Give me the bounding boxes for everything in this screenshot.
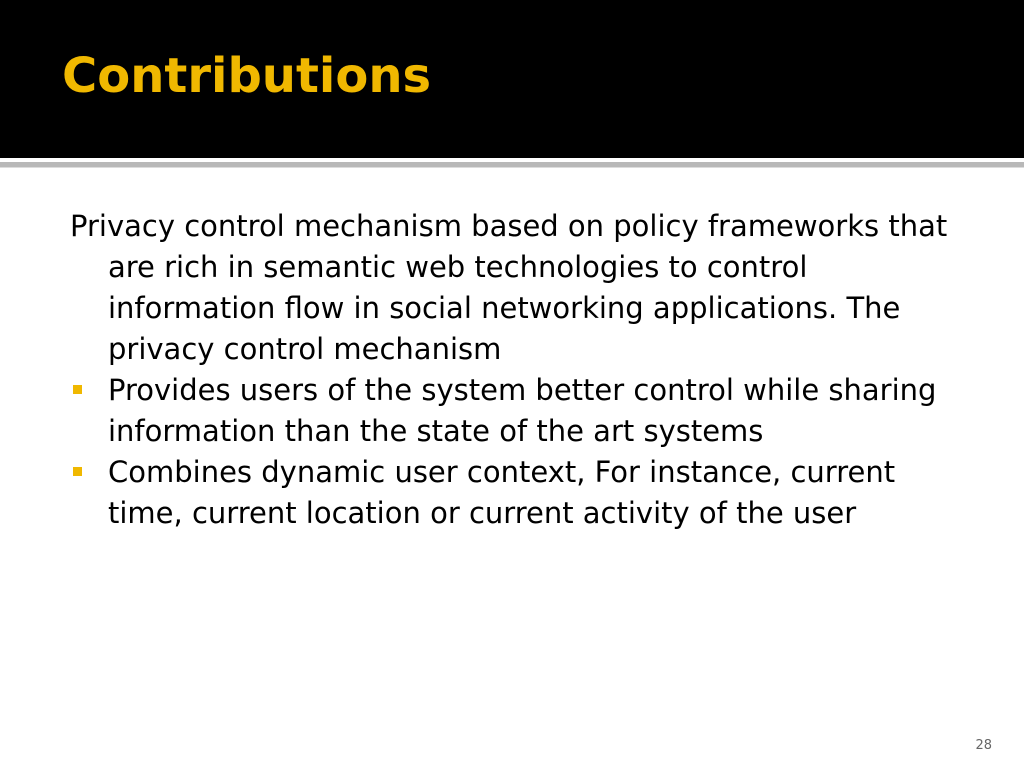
square-bullet-icon [73, 467, 82, 476]
title-divider [0, 162, 1024, 168]
bullet-text: Combines dynamic user context, For instance, current time, current location or current activity of the user [108, 455, 896, 530]
bullet-text: Provides users of the system better control while sharing information than the state of the art systems [108, 373, 937, 448]
title-bar [0, 0, 1024, 158]
slide-body [70, 206, 960, 534]
page-number: 28 [975, 738, 992, 753]
slide-title: Contributions [62, 48, 432, 104]
intro-paragraph: Privacy control mechanism based on policy frameworks that are rich in semantic web technologies to control information flow in social networking applications. The privacy control mechanism [70, 209, 948, 366]
bullet-item [70, 452, 960, 534]
square-bullet-icon [73, 385, 82, 394]
bullet-item [70, 370, 960, 452]
